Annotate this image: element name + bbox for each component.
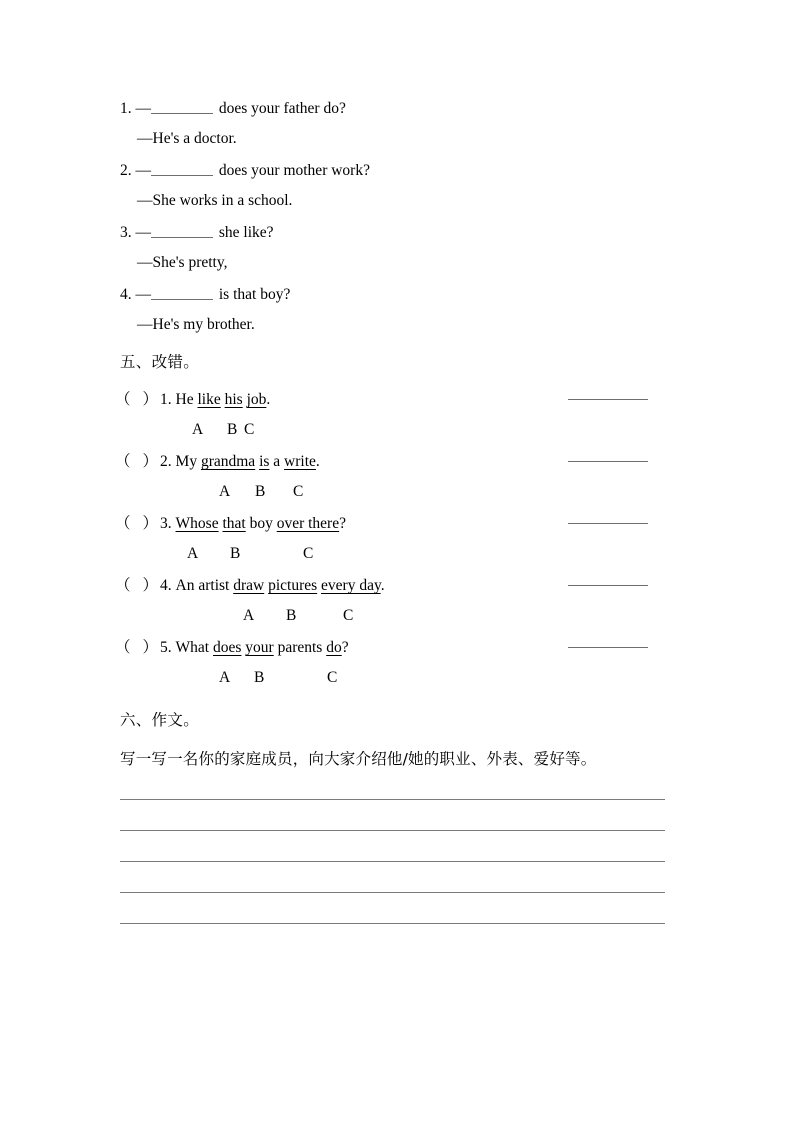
marker-a: A <box>219 483 231 500</box>
marker-c: C <box>343 607 354 624</box>
sentence-prefix: He <box>175 391 198 408</box>
sentence-text: parents <box>273 639 327 656</box>
correction-sentence <box>115 392 675 413</box>
correction-answer-blank[interactable] <box>568 461 648 462</box>
writing-line[interactable] <box>120 923 665 924</box>
choice-markers <box>115 422 675 446</box>
item-number: 4. <box>160 577 172 594</box>
paren-close: ） <box>142 515 159 532</box>
marker-a: A <box>243 607 255 624</box>
writing-line[interactable] <box>120 799 665 800</box>
underlined-choice-c: do <box>326 639 342 656</box>
correction-sentence <box>115 454 675 475</box>
marker-b: B <box>227 421 238 438</box>
underlined-choice-a: does <box>212 639 242 656</box>
dialogue-answer: —She's pretty, <box>137 254 228 271</box>
sentence-text: . <box>266 391 271 408</box>
em-dash: — <box>135 286 151 303</box>
underlined-choice-a: draw <box>233 577 265 594</box>
underlined-choice-a: Whose <box>175 515 219 532</box>
answer-blank-inline[interactable] <box>151 224 213 238</box>
marker-b: B <box>286 607 297 624</box>
correction-answer-blank[interactable] <box>568 585 648 586</box>
paren-open: （ <box>115 515 131 532</box>
marker-b: B <box>230 545 241 562</box>
marker-b: B <box>255 483 266 500</box>
correction-item <box>115 454 675 516</box>
sentence-text: boy <box>245 515 277 532</box>
underlined-choice-b: his <box>224 391 243 408</box>
sentence-prefix: What <box>175 639 213 656</box>
sentence-text: . <box>315 453 320 470</box>
answer-blank-inline[interactable] <box>151 100 213 114</box>
question-text: she like? <box>218 224 274 241</box>
composition-prompt: 写一写一名你的家庭成员，向大家介绍他/她的职业、外表、爱好等。 <box>120 750 597 768</box>
paren-close: ） <box>142 453 159 470</box>
sentence-prefix: An artist <box>175 577 234 594</box>
marker-b: B <box>254 669 265 686</box>
item-number: 3. <box>120 224 132 241</box>
answer-parenthesis[interactable] <box>115 577 158 594</box>
correction-item <box>115 640 675 702</box>
item-number: 2. <box>120 162 132 179</box>
answer-parenthesis[interactable] <box>115 515 158 532</box>
paren-open: （ <box>115 639 131 656</box>
question-text: does your mother work? <box>218 162 370 179</box>
marker-a: A <box>187 545 199 562</box>
composition-writing-area <box>120 799 665 954</box>
question-text: is that boy? <box>218 286 291 303</box>
marker-c: C <box>244 421 255 438</box>
underlined-choice-c: job <box>246 391 267 408</box>
underlined-choice-c: write <box>284 453 316 470</box>
dialogue-question <box>120 224 680 255</box>
dialogue-answer: —She works in a school. <box>137 192 293 209</box>
item-number: 1. <box>160 391 172 408</box>
marker-c: C <box>293 483 304 500</box>
item-number: 1. <box>120 100 132 117</box>
correction-item <box>115 392 675 454</box>
item-number: 2. <box>160 453 172 470</box>
item-number: 4. <box>120 286 132 303</box>
sentence-text: a <box>269 453 285 470</box>
em-dash: — <box>135 224 151 241</box>
em-dash: — <box>135 162 151 179</box>
section-five-heading: 五、改错。 <box>120 353 200 371</box>
underlined-choice-b: pictures <box>268 577 318 594</box>
em-dash: — <box>135 100 151 117</box>
correction-sentence <box>115 516 675 537</box>
answer-parenthesis[interactable] <box>115 639 158 656</box>
answer-blank-inline[interactable] <box>151 286 213 300</box>
correction-sentence <box>115 578 675 599</box>
item-number: 3. <box>160 515 172 532</box>
answer-parenthesis[interactable] <box>115 391 158 408</box>
choice-markers <box>115 484 675 508</box>
underlined-choice-a: grandma <box>200 453 256 470</box>
correction-sentence <box>115 640 675 661</box>
dialogue-fill-in-section <box>120 100 680 348</box>
answer-parenthesis[interactable] <box>115 453 158 470</box>
underlined-choice-c: every day <box>321 577 381 594</box>
writing-line[interactable] <box>120 892 665 893</box>
question-text: does your father do? <box>218 100 346 117</box>
choice-markers <box>115 608 675 632</box>
marker-a: A <box>219 669 231 686</box>
correction-answer-blank[interactable] <box>568 399 648 400</box>
underlined-choice-b: your <box>245 639 274 656</box>
writing-line[interactable] <box>120 861 665 862</box>
paren-open: （ <box>115 453 131 470</box>
correction-item <box>115 516 675 578</box>
correction-answer-blank[interactable] <box>568 523 648 524</box>
paren-close: ） <box>142 577 159 594</box>
dialogue-question <box>120 286 680 317</box>
underlined-choice-b: is <box>259 453 270 470</box>
underlined-choice-b: that <box>222 515 246 532</box>
paren-close: ） <box>142 391 159 408</box>
sentence-text: ? <box>339 515 346 532</box>
dialogue-answer: —He's my brother. <box>137 316 255 333</box>
answer-blank-inline[interactable] <box>151 162 213 176</box>
section-six-heading: 六、作文。 <box>120 711 200 729</box>
dialogue-answer: —He's a doctor. <box>137 130 237 147</box>
paren-close: ） <box>142 639 159 656</box>
choice-markers <box>115 670 675 694</box>
writing-line[interactable] <box>120 830 665 831</box>
correction-item <box>115 578 675 640</box>
paren-open: （ <box>115 577 131 594</box>
underlined-choice-a: like <box>197 391 221 408</box>
item-number: 5. <box>160 639 172 656</box>
marker-a: A <box>192 421 204 438</box>
sentence-text: ? <box>341 639 349 656</box>
correction-answer-blank[interactable] <box>568 647 648 648</box>
dialogue-question <box>120 100 680 131</box>
choice-markers <box>115 546 675 570</box>
paren-open: （ <box>115 391 131 408</box>
marker-c: C <box>327 669 338 686</box>
marker-c: C <box>303 545 314 562</box>
sentence-text: . <box>380 577 385 594</box>
error-correction-section <box>115 392 675 702</box>
sentence-prefix: My <box>175 453 201 470</box>
dialogue-question <box>120 162 680 193</box>
underlined-choice-c: over there <box>276 515 340 532</box>
